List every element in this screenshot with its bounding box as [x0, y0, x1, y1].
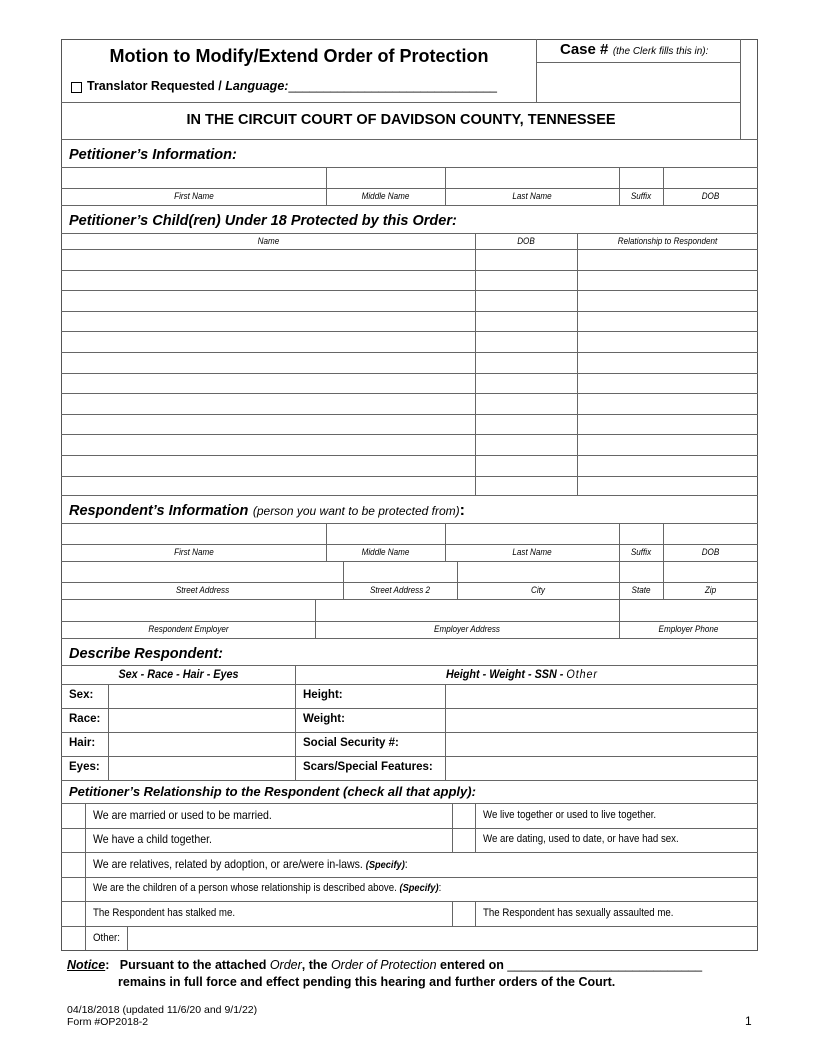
- petitioner-label-line: [61, 188, 758, 189]
- respondent-r3-bottom: [61, 638, 758, 639]
- children-row-line: [61, 414, 758, 415]
- respondent-state-label: State: [631, 585, 651, 595]
- children-bottom-line: [61, 495, 758, 496]
- respondent-r1-bottom: [61, 561, 758, 562]
- children-row-line: [61, 249, 758, 250]
- case-right-edge: [740, 39, 741, 139]
- respondent-city-label: City: [531, 585, 545, 595]
- form-title: Motion to Modify/Extend Order of Protection: [109, 46, 489, 66]
- case-number-field[interactable]: [537, 63, 739, 101]
- married-option: We are married or used to be married.: [93, 808, 272, 822]
- relatives-specify: (Specify): [365, 859, 405, 871]
- relationship-row-line: [61, 828, 758, 829]
- other-label: Other:: [93, 932, 120, 944]
- respondent-r2-bottom: [61, 599, 758, 600]
- notice-line-1: [67, 958, 702, 972]
- live-together-checkbox[interactable]: [453, 804, 475, 827]
- children-row-line: [61, 352, 758, 353]
- child-checkbox[interactable]: [62, 829, 85, 852]
- respondent-r1-div: [326, 523, 327, 561]
- petitioner-top-line: [61, 167, 758, 168]
- court-name: IN THE CIRCUIT COURT OF DAVIDSON COUNTY, TENNESSEE: [186, 112, 616, 128]
- sex-field[interactable]: [109, 685, 294, 707]
- race-field[interactable]: [109, 709, 294, 731]
- children-of-text: We are the children of a person whose relationship is described above.: [93, 882, 397, 894]
- children-row-line: [61, 270, 758, 271]
- respondent-street2-label: Street Address 2: [369, 585, 431, 595]
- case-note: (the Clerk fills this in):: [612, 46, 709, 57]
- hair-field[interactable]: [109, 733, 294, 755]
- petitioner-heading: Petitioner’s Information:: [69, 147, 237, 163]
- respondent-middle-name-label: Middle Name: [361, 547, 410, 557]
- notice-order-of-protection: Order of Protection: [330, 958, 437, 972]
- notice-line-2: remains in full force and effect pending this hearing and further orders of the Court.: [118, 975, 616, 989]
- scars-field[interactable]: [446, 757, 757, 779]
- respondent-r2-div: [619, 561, 620, 599]
- relationship-top-line: [61, 803, 758, 804]
- describe-heading: Describe Respondent:: [69, 646, 223, 662]
- stalked-option: The Respondent has stalked me.: [93, 907, 236, 919]
- children-heading: Petitioner’s Child(ren) Under 18 Protected by this Order:: [69, 213, 457, 229]
- children-row-line: [61, 290, 758, 291]
- describe-right-header: Height - Weight - SSN -: [446, 667, 567, 681]
- respondent-r2-div: [343, 561, 344, 599]
- language-label: Language:: [225, 79, 289, 93]
- notice-date-blank[interactable]: ____________________________: [507, 958, 703, 972]
- notice-text-e: entered on: [436, 958, 508, 972]
- respondent-street-label: Street Address: [175, 585, 230, 595]
- respondent-r1-div: [663, 523, 664, 561]
- respondent-r2-div: [457, 561, 458, 599]
- respondent-r3-div: [315, 599, 316, 638]
- respondent-employer-phone-label: Employer Phone: [658, 624, 719, 634]
- children-name-header: Name: [257, 236, 280, 246]
- describe-div: [295, 665, 296, 780]
- header-bottom-line: [61, 102, 740, 103]
- petitioner-first-name-label: First Name: [174, 191, 214, 201]
- relationship-row-line: [61, 877, 758, 878]
- relationship-row-line: [61, 852, 758, 853]
- petitioner-div: [326, 167, 327, 205]
- relationship-row-line: [61, 901, 758, 902]
- petitioner-div: [445, 167, 446, 205]
- respondent-heading: Respondent’s Information: [69, 503, 249, 519]
- weight-label: Weight:: [303, 713, 345, 725]
- notice-colon: :: [105, 958, 110, 972]
- court-bottom-line: [61, 139, 758, 140]
- describe-right-header-row: [446, 667, 598, 681]
- respondent-employer-address-label: Employer Address: [434, 624, 500, 634]
- eyes-field[interactable]: [109, 757, 294, 779]
- describe-bottom-line: [61, 780, 758, 781]
- footer-form-number: Form #OP2018-2: [67, 1016, 149, 1028]
- petitioner-bottom-line: [61, 205, 758, 206]
- relatives-checkbox[interactable]: [62, 853, 85, 877]
- petitioner-dob-label: DOB: [701, 191, 720, 201]
- ssn-field[interactable]: [446, 733, 757, 755]
- respondent-r1-div: [445, 523, 446, 561]
- children-top-line: [61, 233, 758, 234]
- respondent-r3-label-line: [61, 621, 758, 622]
- notice-label: Notice: [67, 958, 106, 972]
- children-dob-header: DOB: [517, 236, 535, 246]
- relationship-mid-div: [475, 901, 476, 926]
- notice-order: Order: [269, 958, 302, 972]
- describe-right-header-other: Other: [566, 667, 598, 681]
- children-row-line: [61, 476, 758, 477]
- respondent-r2-div: [663, 561, 664, 599]
- children-row-line: [61, 393, 758, 394]
- children-row-line: [61, 434, 758, 435]
- married-checkbox[interactable]: [62, 804, 85, 827]
- assaulted-checkbox[interactable]: [453, 902, 475, 926]
- child-option: We have a child together.: [93, 832, 212, 846]
- translator-label: Translator Requested /: [87, 79, 226, 93]
- petitioner-middle-name-label: Middle Name: [361, 191, 410, 201]
- children-row-line: [61, 373, 758, 374]
- children-row-line: [61, 455, 758, 456]
- ssn-label: Social Security #:: [303, 737, 399, 749]
- assaulted-option: The Respondent has sexually assaulted me.: [483, 907, 674, 919]
- respondent-first-name-label: First Name: [174, 547, 214, 557]
- stalked-checkbox[interactable]: [62, 902, 85, 926]
- respondent-r1-label-line: [61, 544, 758, 545]
- children-of-specify: (Specify): [399, 882, 439, 894]
- petitioner-div: [619, 167, 620, 205]
- petitioner-last-name-label: Last Name: [512, 191, 552, 201]
- case-label-row: [560, 41, 708, 59]
- respondent-heading-note: (person you want to be protected from): [252, 504, 460, 518]
- other-field[interactable]: [128, 927, 757, 950]
- respondent-last-name-label: Last Name: [512, 547, 552, 557]
- language-blank[interactable]: ______________________________: [288, 79, 497, 93]
- height-field[interactable]: [446, 685, 757, 707]
- height-label: Height:: [303, 689, 343, 701]
- hair-label: Hair:: [69, 737, 96, 749]
- eyes-label: Eyes:: [69, 761, 100, 773]
- weight-field[interactable]: [446, 709, 757, 731]
- relationship-mid-div: [475, 803, 476, 852]
- respondent-top-line: [61, 523, 758, 524]
- children-row-line: [61, 311, 758, 312]
- children-of-option: We are the children of a person whose relationship is described above. (Specify):: [93, 882, 442, 894]
- scars-label: Scars/Special Features:: [303, 761, 433, 773]
- respondent-suffix-label: Suffix: [630, 547, 652, 557]
- relationship-heading: Petitioner’s Relationship to the Respondent (check all that apply):: [69, 784, 476, 799]
- respondent-r2-label-line: [61, 582, 758, 583]
- children-of-checkbox[interactable]: [62, 878, 85, 901]
- footer-date: 04/18/2018 (updated 11/6/20 and 9/1/22): [67, 1004, 258, 1016]
- relatives-text: We are relatives, related by adoption, or are/were in-laws.: [93, 857, 363, 871]
- respondent-dob-label: DOB: [701, 547, 720, 557]
- case-label: Case #: [560, 41, 609, 58]
- page-number: 1: [745, 1014, 752, 1028]
- respondent-r3-div: [619, 599, 620, 638]
- describe-left-header: Sex - Race - Hair - Eyes: [118, 667, 239, 681]
- respondent-heading-row: [69, 502, 465, 520]
- respondent-heading-colon: :: [459, 502, 465, 519]
- describe-top-line: [61, 665, 758, 666]
- sex-label: Sex:: [69, 689, 94, 701]
- relatives-option: We are relatives, related by adoption, or are/were in-laws. (Specify):: [93, 857, 408, 871]
- translator-checkbox[interactable]: [71, 82, 82, 93]
- dating-checkbox[interactable]: [453, 829, 475, 852]
- dating-option: We are dating, used to date, or have had sex.: [483, 833, 679, 845]
- live-together-option: We live together or used to live together.: [483, 809, 657, 821]
- respondent-employer-label: Respondent Employer: [148, 624, 229, 634]
- petitioner-suffix-label: Suffix: [630, 191, 652, 201]
- children-relationship-header: Relationship to Respondent: [617, 236, 718, 246]
- notice-text-c: , the: [301, 958, 331, 972]
- notice-text-a: Pursuant to the attached: [119, 958, 270, 972]
- respondent-r1-div: [619, 523, 620, 561]
- race-label: Race:: [69, 713, 101, 725]
- children-row-line: [61, 331, 758, 332]
- translator-line: [87, 79, 497, 93]
- petitioner-div: [663, 167, 664, 205]
- respondent-zip-label: Zip: [704, 585, 717, 595]
- other-checkbox[interactable]: [62, 927, 85, 950]
